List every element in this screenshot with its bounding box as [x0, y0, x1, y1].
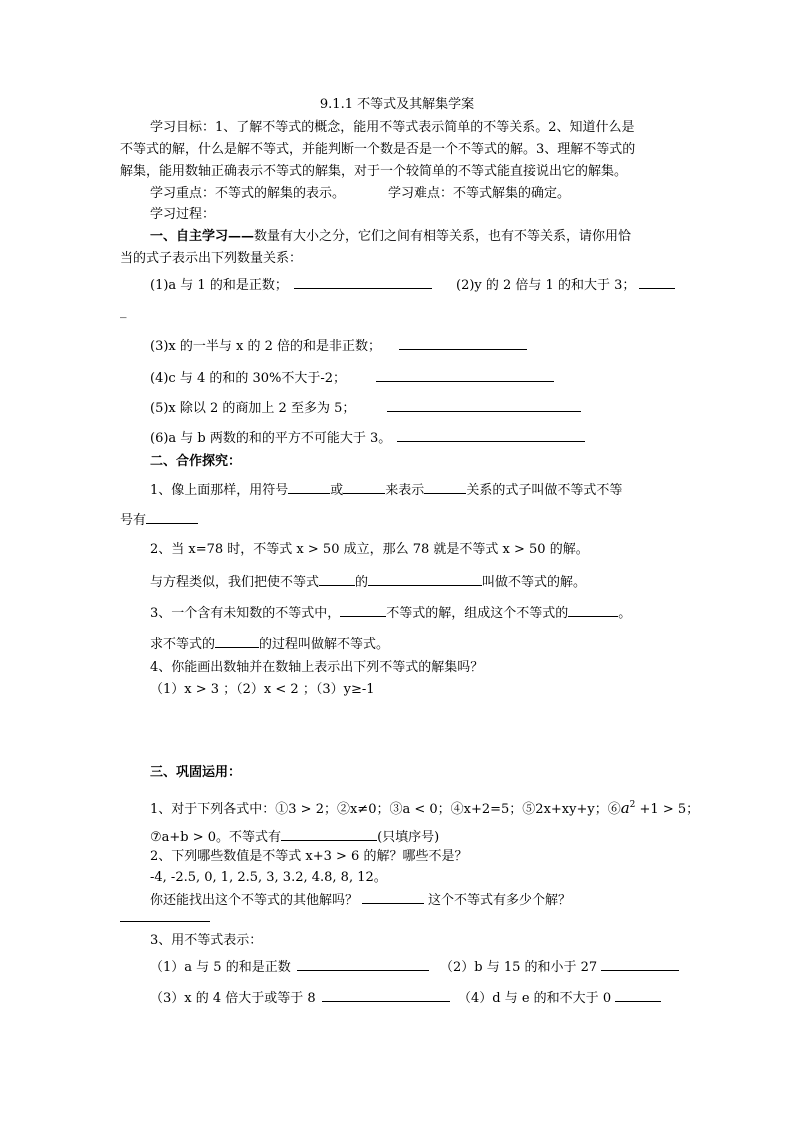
s3-q3-row2	[150, 988, 450, 1008]
s2-q1	[150, 480, 622, 500]
s1-item-2	[456, 275, 675, 295]
s2-q2b-blank-2[interactable]	[368, 572, 482, 586]
s3-q3-blank-3[interactable]	[322, 988, 450, 1002]
s2-q3-blank-1[interactable]	[340, 603, 386, 617]
a-var: a	[620, 799, 630, 817]
s1-item-4-blank[interactable]	[376, 368, 554, 382]
process-label: 学习过程：	[150, 207, 216, 222]
s2-q1-text-b: 或	[330, 483, 344, 498]
s2-q4: 4、你能画出数轴并在数轴上表示出下列不等式的解集吗？	[150, 660, 484, 675]
s2-q3b-text-a: 求不等式的	[150, 637, 216, 652]
s3-q3-blank-4[interactable]	[615, 988, 661, 1002]
s3-q2b-text-a: 你还能找出这个不等式的其他解吗？	[150, 893, 359, 908]
s2-q2b-text-b: 的	[355, 575, 369, 590]
focus-text: 学习重点：不等式的解集的表示。	[150, 186, 346, 201]
s1-item-3-blank[interactable]	[399, 336, 527, 350]
s2-q1-blank-1[interactable]	[288, 480, 330, 494]
section1-intro-line2: 当的式子表示出下列数量关系：	[120, 251, 303, 266]
s1-item-5-blank[interactable]	[387, 398, 581, 412]
s3-q1-text-a: 1、对于下列各式中：①3 > 2；②x≠0；③a < 0；④x+2=5；⑤2x+xy+y；⑥	[150, 802, 621, 817]
goals-line-1: 学习目标：1、了解不等式的概念，能用不等式表示简单的不等关系。2、知道什么是	[150, 120, 635, 135]
s1-item-5-text: (5)x 除以 2 的商加上 2 至多为 5；	[150, 401, 356, 416]
s1-item-6-blank[interactable]	[397, 428, 585, 442]
s3-q3: 3、用不等式表示：	[150, 933, 263, 948]
s3-q3-row1b	[440, 957, 679, 977]
s1-item-3	[150, 336, 527, 356]
s2-q3	[150, 603, 631, 623]
s2-q1-text-d: 关系的式子叫做不等式不等	[466, 483, 623, 498]
s2-q3-text-a: 3、一个含有未知数的不等式中，	[150, 606, 341, 621]
s2-q2: 2、当 x=78 时，不等式 x > 50 成立，那么 78 就是不等式 x > 50 的解。	[150, 542, 589, 557]
s2-q3b-blank[interactable]	[215, 634, 259, 648]
s3-q3-row1	[150, 957, 429, 977]
s3-q1-blank[interactable]	[281, 827, 377, 841]
s3-q3-row2b	[458, 988, 661, 1008]
s1-item-6	[150, 428, 585, 448]
s3-q3-item-3: （3）x 的 4 倍大于或等于 8	[150, 991, 316, 1006]
s2-q3-text-b: 不等式的解，组成这个不等式的	[386, 606, 569, 621]
s2-q2b-text-c: 叫做不等式的解。	[482, 575, 587, 590]
section2-heading: 二、合作探究：	[150, 454, 242, 469]
s1-item-4-text: (4)c 与 4 的和的 30%不大于-2；	[150, 371, 347, 386]
page-title: 9.1.1 不等式及其解集学案	[319, 97, 475, 112]
s3-q2: 2、下列哪些数值是不等式 x+3 > 6 的解？哪些不是？	[150, 849, 468, 864]
s3-q1-text-c: (只填序号)	[377, 830, 440, 845]
section3-heading: 三、巩固运用：	[150, 765, 242, 780]
s3-q1	[150, 796, 699, 819]
s3-q3-item-4: （4）d 与 e 的和不大于 0	[458, 991, 612, 1006]
difficulty-text: 学习难点：不等式解集的确定。	[388, 186, 571, 201]
s3-q3-item-2: （2）b 与 15 的和小于 27	[440, 960, 598, 975]
s2-q1-text-a: 1、像上面那样，用符号	[150, 483, 289, 498]
a-squared-expression	[621, 799, 636, 817]
s1-item-1-blank[interactable]	[294, 275, 432, 289]
s2-q1-text-e: 号有	[120, 513, 147, 528]
s1-item-5	[150, 398, 581, 418]
section1-intro	[150, 228, 631, 246]
s3-q2b-text-b: 这个不等式有多少个解？	[428, 893, 572, 908]
s1-item-1	[150, 275, 432, 295]
s2-q3-text-c: 。	[618, 606, 632, 621]
s1-item-2-tail: _	[120, 304, 127, 319]
s2-q1-blank-4[interactable]	[146, 510, 198, 524]
s3-q1-line2	[150, 827, 439, 847]
s3-q3-item-1: （1）a 与 5 的和是正数	[150, 960, 291, 975]
s2-q3b	[150, 634, 389, 654]
section1-heading: 一、自主学习——	[150, 229, 255, 244]
s3-q3-blank-1[interactable]	[297, 957, 429, 971]
exponent: 2	[629, 800, 636, 810]
s1-item-6-text: (6)a 与 b 两数的和的平方不可能大于 3。	[150, 431, 392, 446]
s3-q1-text-b: ⑦a+b > 0。不等式有	[150, 830, 282, 845]
s1-item-2-text: (2)y 的 2 倍与 1 的和大于 3；	[456, 278, 636, 293]
s3-q2b-blank-2[interactable]	[120, 908, 210, 922]
goals-line-2: 不等式的解，什么是解不等式，并能判断一个数是否是一个不等式的解。3、理解不等式的	[120, 142, 636, 157]
s2-q3-blank-2[interactable]	[568, 603, 618, 617]
s3-q1-text-a3: +1 > 5；	[635, 802, 700, 817]
s2-q1-line2	[120, 510, 198, 530]
s1-item-2-blank[interactable]	[639, 275, 675, 289]
section1-intro-text: 数量有大小之分，它们之间有相等关系，也有不等关系，请你用恰	[254, 229, 632, 244]
s3-q2-values: -4, -2.5, 0, 1, 2.5, 3, 3.2, 4.8, 8, 12。	[150, 870, 387, 885]
s2-q2b	[150, 572, 586, 592]
s2-q2b-text-a: 与方程类似，我们把使不等式	[150, 575, 320, 590]
goals-line-3: 解集，能用数轴正确表示不等式的解集，对于一个较简单的不等式能直接说出它的解集。	[120, 164, 628, 179]
s2-q2b-blank-1[interactable]	[319, 572, 355, 586]
s2-q1-blank-2[interactable]	[343, 480, 385, 494]
s2-q1-blank-3[interactable]	[424, 480, 466, 494]
s1-item-3-text: (3)x 的一半与 x 的 2 倍的和是非正数；	[150, 339, 382, 354]
s3-q2b-blank-1[interactable]	[362, 890, 424, 904]
s3-q3-blank-2[interactable]	[601, 957, 679, 971]
s3-q2b	[150, 890, 571, 910]
s1-item-4	[150, 368, 554, 388]
s2-q4-items: （1）x > 3 ；（2）x < 2 ；（3）y≥-1	[150, 682, 375, 697]
s3-q2b-line2	[120, 908, 210, 928]
s2-q1-text-c: 来表示	[385, 483, 425, 498]
s2-q3b-text-b: 的过程叫做解不等式。	[259, 637, 390, 652]
s1-item-1-text: (1)a 与 1 的和是正数；	[150, 278, 288, 293]
